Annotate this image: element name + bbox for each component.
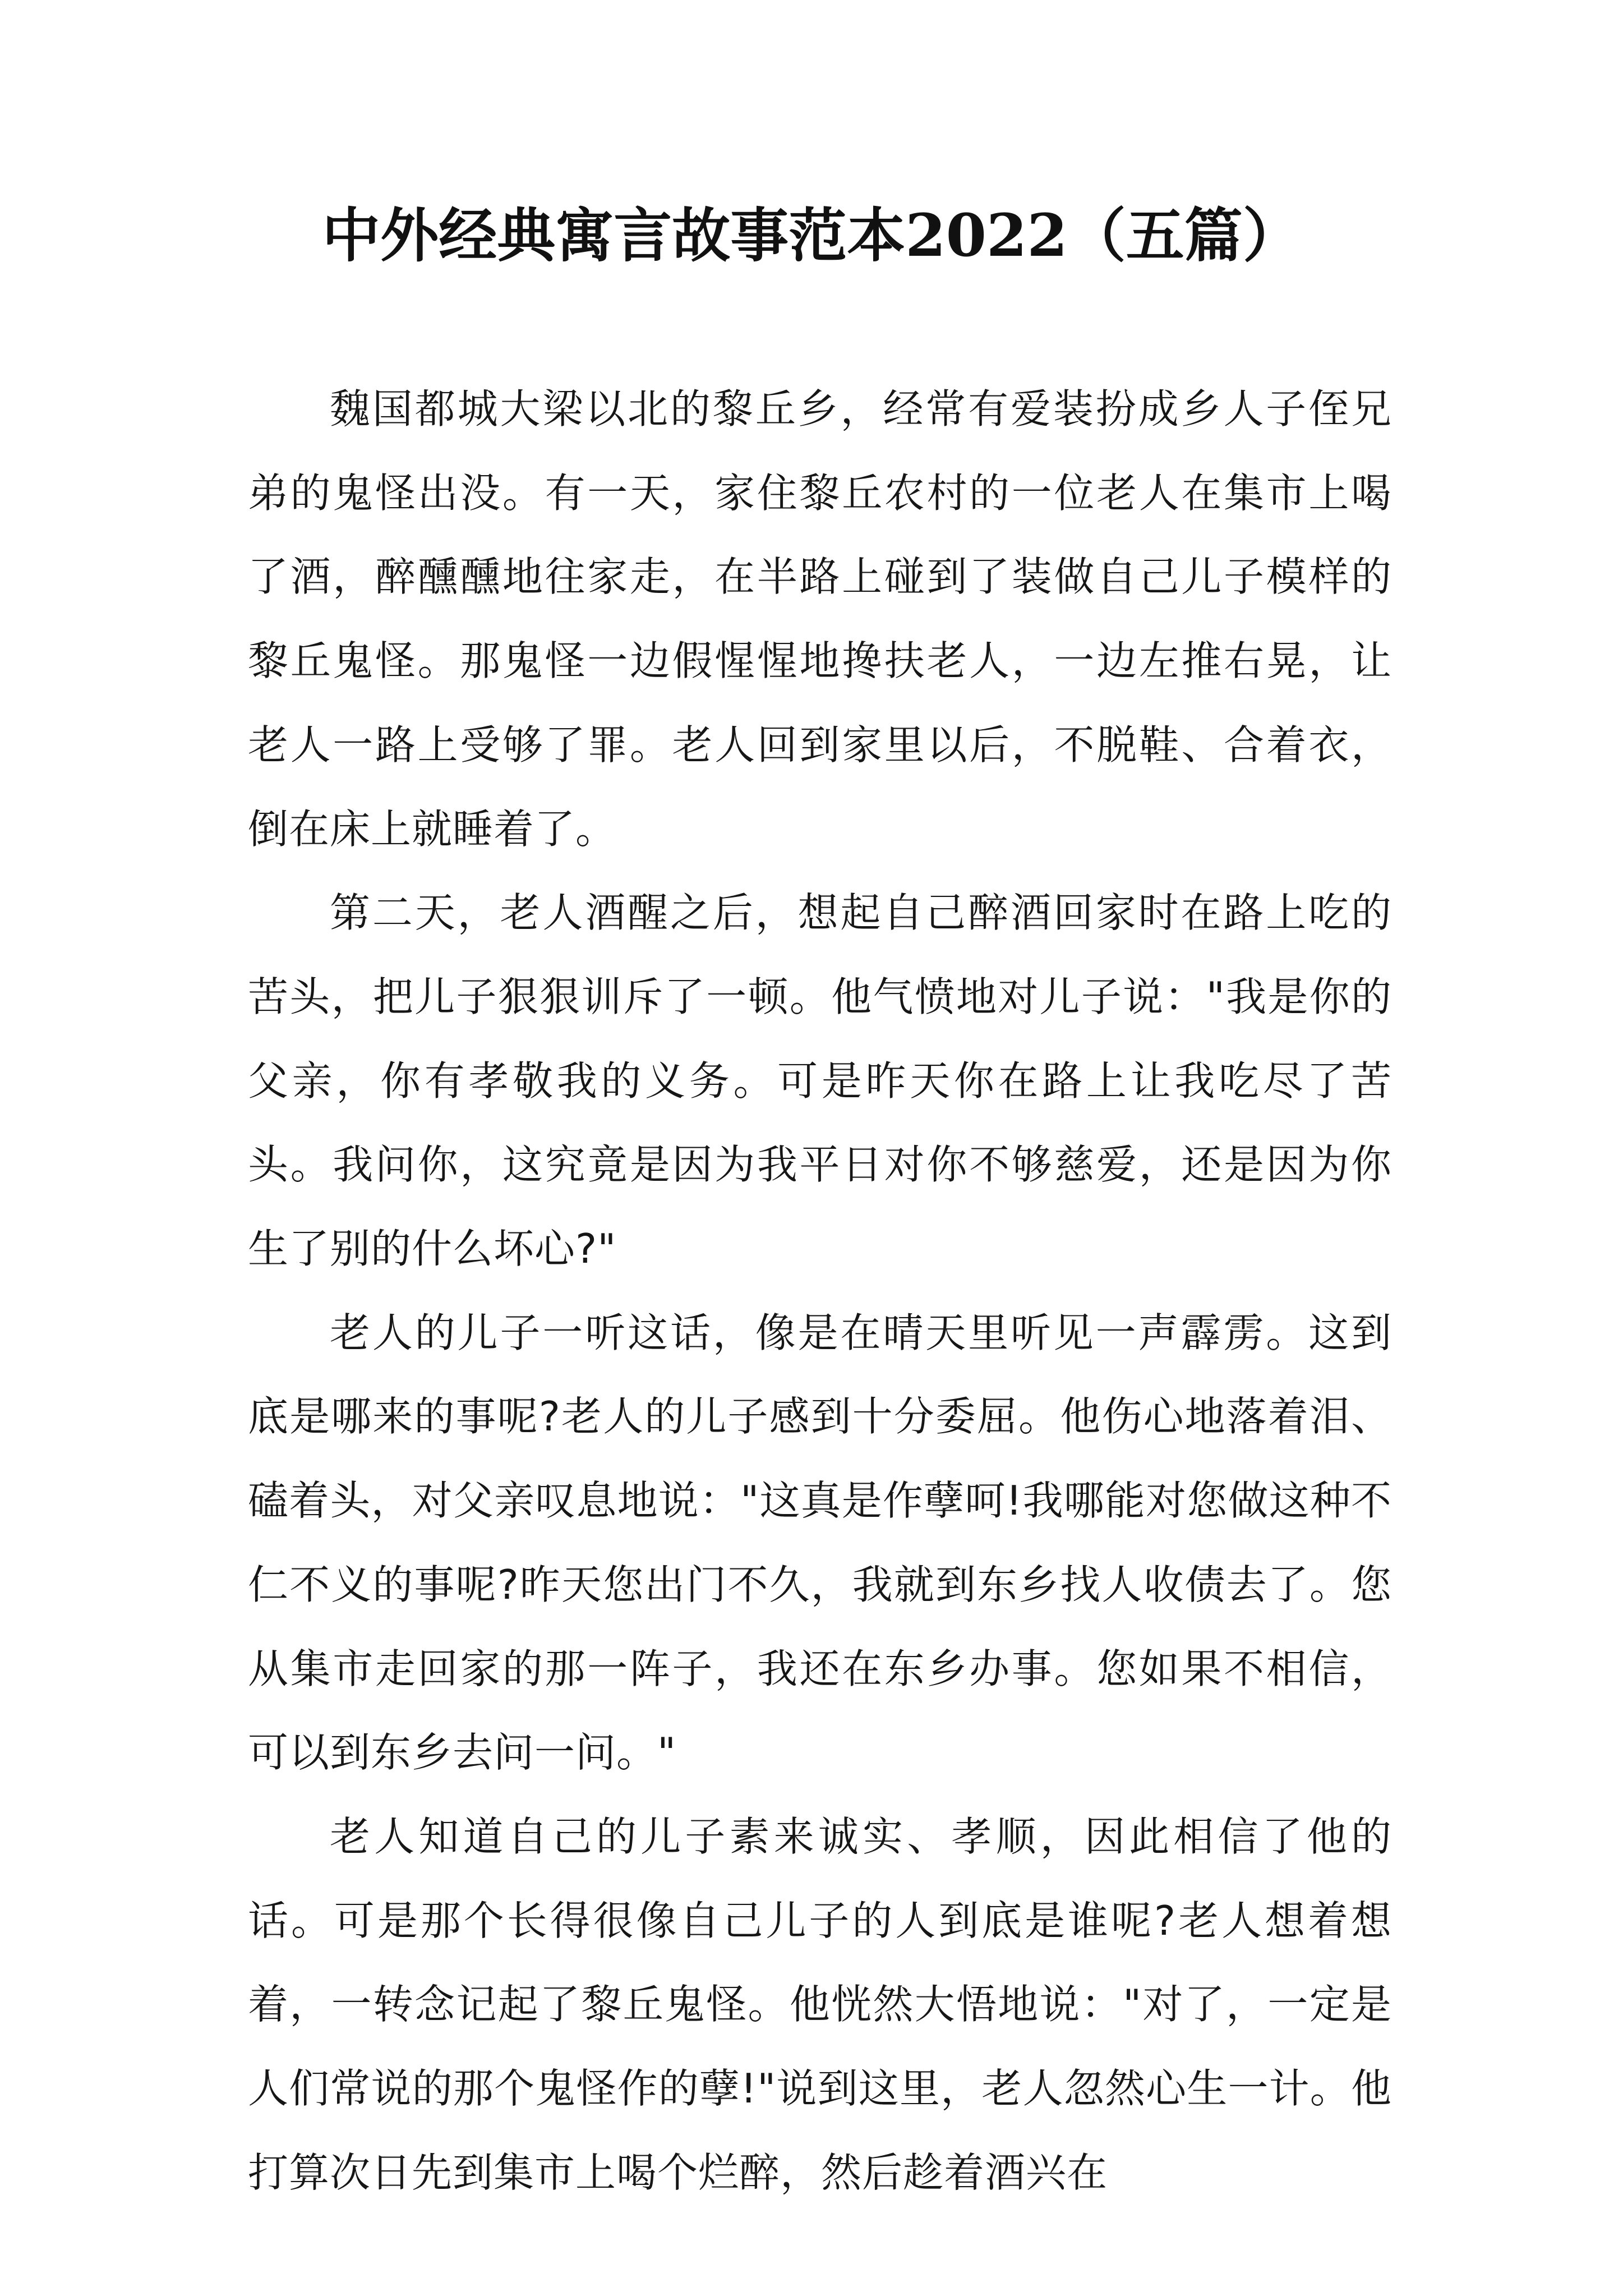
paragraph: 魏国都城大梁以北的黎丘乡，经常有爱装扮成乡人子侄兄弟的鬼怪出没。有一天，家住黎丘农村的一位老人在集市上喝了酒，醉醺醺地往家走，在半路上碰到了装做自己儿子模样的黎丘鬼怪。那鬼怪一边假惺惺地搀扶老人，一边左推右晃，让老人一路上受够了罪。老人回到家里以后，不脱鞋、合着衣，倒在床上就睡着了。 [248,385,1392,853]
paragraph: 老人的儿子一听这话，像是在晴天里听见一声霹雳。这到底是哪来的事呢?老人的儿子感到十分委屈。他伤心地落着泪、磕着头，对父亲叹息地说："这真是作孽呵!我哪能对您做这种不仁不义的事呢?昨天您出门不久，我就到东乡找人收债去了。您从集市走回家的那一阵子，我还在东乡办事。您如果不相信，可以到东乡去问一问。" [248,1309,1392,1777]
document-body [248,367,1392,2215]
document-title: 中外经典寓言故事范本2022（五篇） [322,201,1301,270]
paragraph: 第二天，老人酒醒之后，想起自己醉酒回家时在路上吃的苦头，把儿子狠狠训斥了一顿。他气愤地对儿子说："我是你的父亲，你有孝敬我的义务。可是昨天你在路上让我吃尽了苦头。我问你，这究竟是因为我平日对你不够慈爱，还是因为你生了别的什么坏心?" [248,889,1392,1273]
paragraph: 老人知道自己的儿子素来诚实、孝顺，因此相信了他的话。可是那个长得很像自己儿子的人到底是谁呢?老人想着想着，一转念记起了黎丘鬼怪。他恍然大悟地说："对了，一定是人们常说的那个鬼怪作的孽!"说到这里，老人忽然心生一计。他打算次日先到集市上喝个烂醉，然后趁着酒兴在 [248,1812,1392,2196]
